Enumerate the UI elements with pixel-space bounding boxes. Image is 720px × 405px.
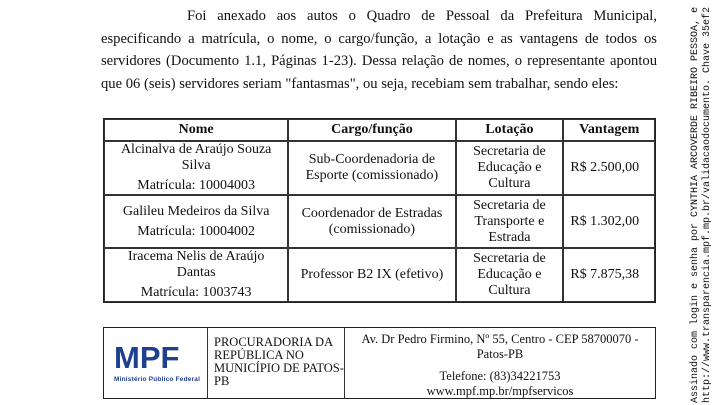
servants-table: [103, 118, 656, 303]
servant-name: Galileu Medeiros da Silva: [122, 203, 270, 219]
servant-matricula: Matrícula: 10004002: [137, 223, 256, 239]
website: www.mpf.mp.br/mpfservicos: [426, 383, 574, 398]
servant-matricula: Matrícula: 10004003: [137, 178, 256, 193]
cell-role: Coordenador de Estradas (comissionado): [288, 195, 455, 248]
header-pay: Vantagem: [563, 119, 655, 141]
header-role: Cargo/função: [288, 119, 455, 141]
servant-name: Alcinalva de Araújo Souza Silva: [120, 142, 272, 173]
cell-pay: R$ 1.302,00: [563, 195, 655, 248]
table-row: [104, 248, 655, 302]
table-row: [104, 195, 655, 248]
org-name: PROCURADORIA DA REPÚBLICA NO MUNICÍPIO DE PATOS-PB: [208, 328, 345, 398]
cell-pay: R$ 7.875,38: [563, 248, 655, 302]
signature-line-2: http://www.transparencia.mpf.mp.br/validacaodocumento. Chave 35ef2: [702, 6, 713, 403]
cell-role: Professor B2 IX (efetivo): [288, 248, 455, 302]
table-header-row: [104, 119, 655, 141]
mpf-logo-subtitle: Ministério Público Federal: [114, 376, 201, 383]
address: Av. Dr Pedro Firmino, Nº 55, Centro - CEP 58700070 - Patos-PB: [361, 332, 639, 361]
header-location: Lotação: [456, 119, 564, 141]
signature-line-1: Assinado com login e senha por CYNTHIA ARCOVERDE RIBEIRO PESSOA, e: [690, 6, 701, 403]
mpf-logo-text: MPF: [114, 340, 180, 375]
header-name: Nome: [104, 119, 288, 141]
table-row: [104, 141, 655, 195]
cell-name: [104, 248, 288, 302]
letterhead-footer: [103, 327, 656, 399]
cell-role: Sub-Coordenadoria de Esporte (comissionado): [288, 141, 455, 195]
signature-stamp: [688, 0, 720, 405]
phone: Telefone: (83)34221753: [439, 369, 561, 383]
contact-block: [345, 328, 655, 398]
servant-name: Iracema Nelis de Araújo Dantas: [127, 249, 265, 280]
cell-location: Secretaria de Educação e Cultura: [456, 141, 564, 195]
cell-pay: R$ 2.500,00: [563, 141, 655, 195]
mpf-logo: [104, 328, 208, 398]
cell-name: [104, 141, 288, 195]
servant-matricula: Matrícula: 1003743: [140, 285, 252, 300]
body-paragraph: Foi anexado aos autos o Quadro de Pessoal da Prefeitura Municipal, especificando a matrícula, o nome, o cargo/função, a lotação e as vantagens de todos os servidores (Documento 1.1, Páginas 1-23). Dessa relação de nomes, o representante apontou que 06 (seis) servidores seriam "fantasmas", ou seja, recebiam sem trabalhar, sendo eles:: [101, 8, 657, 92]
cell-location: Secretaria de Transporte e Estrada: [456, 195, 564, 248]
cell-name: [104, 195, 288, 248]
cell-location: Secretaria de Educação e Cultura: [456, 248, 564, 302]
